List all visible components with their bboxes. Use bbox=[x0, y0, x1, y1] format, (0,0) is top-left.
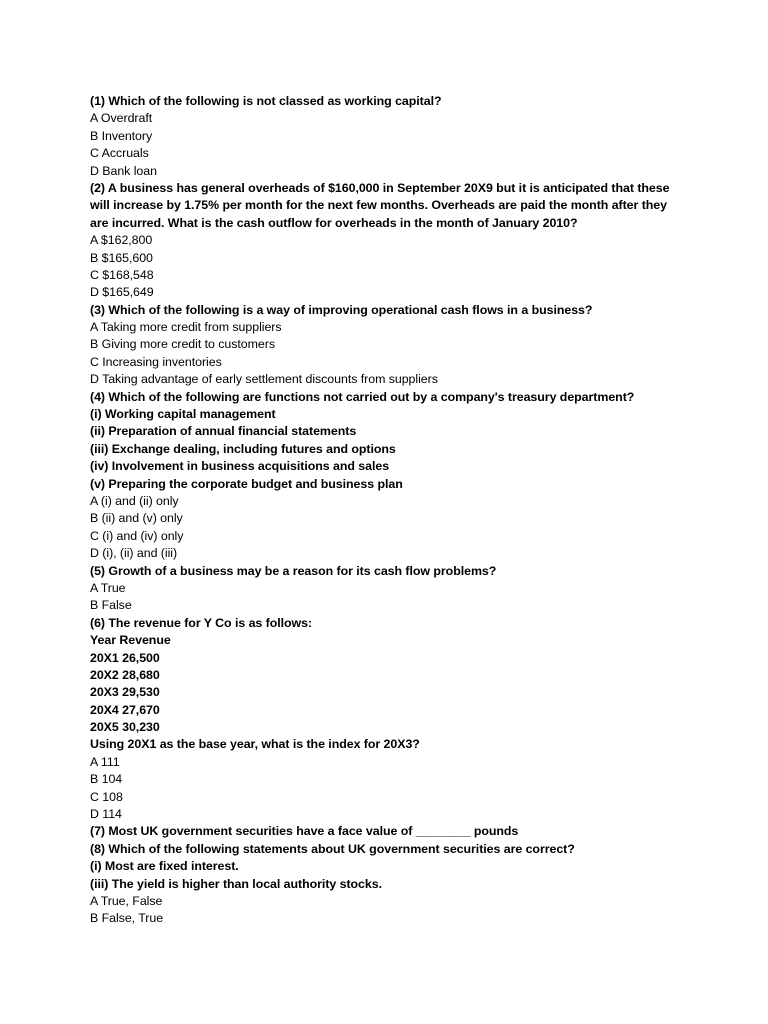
question-text: (3) Which of the following is a way of improving operational cash flows in a business? bbox=[90, 302, 593, 317]
statement-item: (ii) Preparation of annual financial statements bbox=[90, 424, 357, 439]
answer-option: C $168,548 bbox=[90, 267, 154, 282]
question-text: (5) Growth of a business may be a reason for its cash flow problems? bbox=[90, 563, 497, 578]
question-text: are incurred. What is the cash outflow for overheads in the month of January 2010? bbox=[90, 215, 578, 230]
question-2 bbox=[90, 180, 690, 302]
answer-option: A Overdraft bbox=[90, 111, 153, 126]
answer-option: A $162,800 bbox=[90, 233, 153, 248]
answer-option: D $165,649 bbox=[90, 285, 154, 300]
question-5 bbox=[90, 563, 690, 615]
revenue-table-row: 20X4 27,670 bbox=[90, 702, 160, 717]
revenue-table-row: 20X5 30,230 bbox=[90, 720, 160, 735]
question-text: (6) The revenue for Y Co is as follows: bbox=[90, 615, 313, 630]
answer-option: B Giving more credit to customers bbox=[90, 337, 275, 352]
statement-item: (v) Preparing the corporate budget and business plan bbox=[90, 476, 403, 491]
answer-option: D Taking advantage of early settlement discounts from suppliers bbox=[90, 372, 438, 387]
answer-option: B (ii) and (v) only bbox=[90, 511, 183, 526]
question-1 bbox=[90, 93, 690, 180]
answer-option: A (i) and (ii) only bbox=[90, 493, 179, 508]
question-text: (7) Most UK government securities have a face value of ________ pounds bbox=[90, 824, 519, 839]
statement-item: (i) Working capital management bbox=[90, 407, 276, 422]
question-text: (1) Which of the following is not classed as working capital? bbox=[90, 94, 442, 108]
answer-option: A Taking more credit from suppliers bbox=[90, 320, 282, 335]
statement-item: (i) Most are fixed interest. bbox=[90, 859, 239, 874]
answer-option: C 108 bbox=[90, 789, 123, 804]
question-text: will increase by 1.75% per month for the next few months. Overheads are paid the month after they bbox=[90, 198, 667, 213]
question-7 bbox=[90, 823, 690, 840]
revenue-table-row: 20X2 28,680 bbox=[90, 667, 160, 682]
answer-option: B False bbox=[90, 598, 132, 613]
revenue-table-row: 20X1 26,500 bbox=[90, 650, 160, 665]
answer-option: B Inventory bbox=[90, 128, 153, 143]
question-text: (2) A business has general overheads of $160,000 in September 20X9 but it is anticipated that these bbox=[90, 180, 670, 195]
question-6 bbox=[90, 615, 690, 824]
answer-option: B False, True bbox=[90, 911, 164, 926]
revenue-table-row: 20X3 29,530 bbox=[90, 685, 160, 700]
answer-option: A True bbox=[90, 580, 126, 595]
question-text: (4) Which of the following are functions not carried out by a company's treasury department? bbox=[90, 389, 635, 404]
statement-item: (iii) The yield is higher than local authority stocks. bbox=[90, 876, 382, 891]
answer-option: C Increasing inventories bbox=[90, 354, 222, 369]
answer-option: D 114 bbox=[90, 807, 122, 822]
answer-option: A True, False bbox=[90, 893, 163, 908]
statement-item: (iv) Involvement in business acquisitions and sales bbox=[90, 459, 390, 474]
answer-option: C Accruals bbox=[90, 146, 149, 161]
answer-option: D Bank loan bbox=[90, 163, 157, 178]
answer-option: B $165,600 bbox=[90, 250, 153, 265]
answer-option: D (i), (ii) and (iii) bbox=[90, 546, 178, 561]
answer-option: C (i) and (iv) only bbox=[90, 528, 184, 543]
statement-item: (iii) Exchange dealing, including futures and options bbox=[90, 441, 396, 456]
revenue-table-header: Year Revenue bbox=[90, 633, 171, 648]
question-text: Using 20X1 as the base year, what is the index for 20X3? bbox=[90, 737, 420, 752]
question-text: (8) Which of the following statements about UK government securities are correct? bbox=[90, 841, 575, 856]
question-3 bbox=[90, 302, 690, 389]
document-page bbox=[90, 93, 690, 928]
answer-option: B 104 bbox=[90, 772, 123, 787]
answer-option: A 111 bbox=[90, 754, 120, 769]
question-4 bbox=[90, 389, 690, 563]
question-8 bbox=[90, 841, 690, 928]
